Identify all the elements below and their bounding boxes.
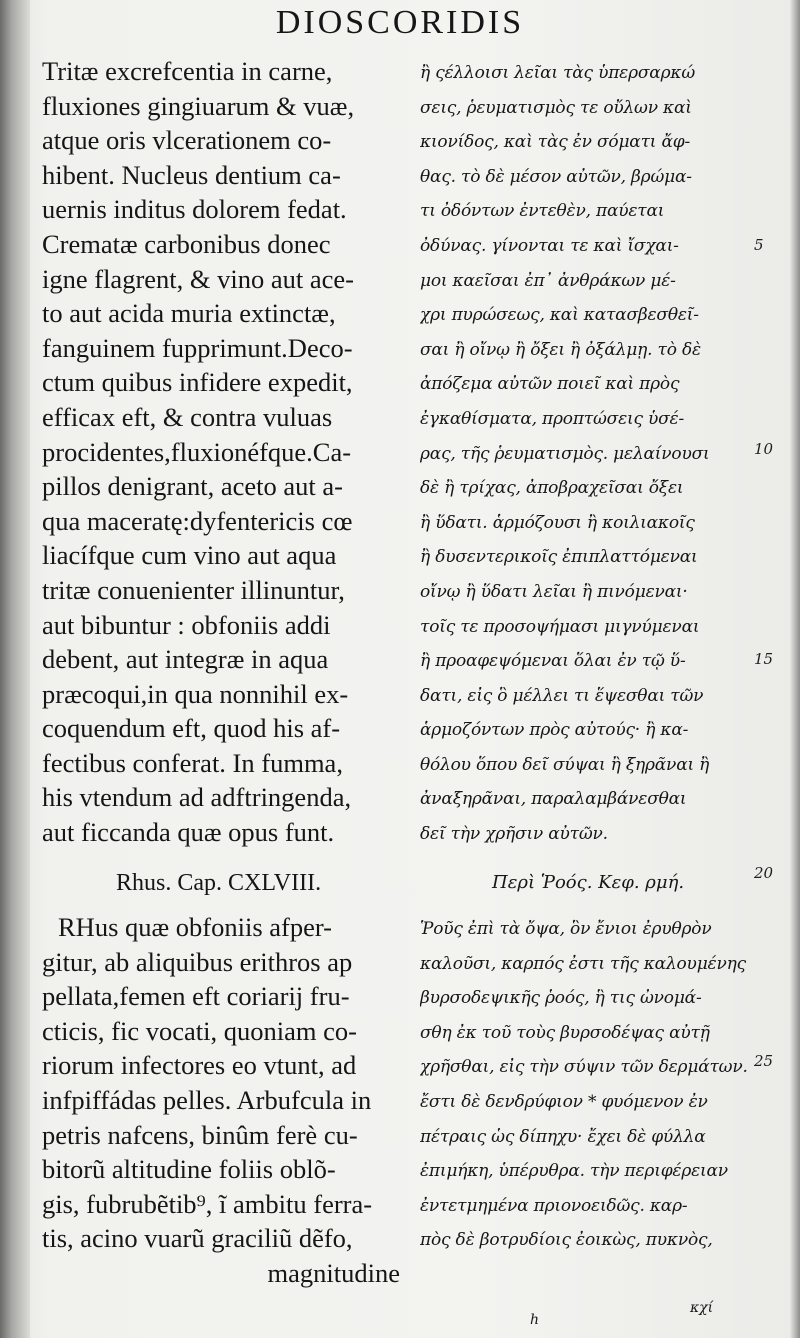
latin-text-line: to aut acida muria extinctæ, [42, 298, 336, 329]
latin-text-line: gitur, ab aliquibus erithros ap [42, 946, 353, 977]
latin-text-line: bitorũ altitudine foliis oblõ- [42, 1154, 336, 1185]
latin-column-rhus [42, 910, 414, 1291]
greek-text-line: τι ὀδόντων ἐντεθὲν, παύεται [420, 201, 665, 222]
greek-text-line: ρας, τῆς ῥευματισμὸς. μελαίνουσι [420, 443, 710, 464]
line-number-10: 10 [754, 440, 774, 458]
latin-column [42, 54, 414, 850]
latin-text-line: Crematæ carbonibus donec [42, 228, 331, 259]
greek-text-line: θόλου ὅπου δεῖ σύψαι ἢ ξηρᾶναι ἢ [420, 754, 710, 775]
latin-text-line: tritæ conuenienter illinuntur, [42, 574, 345, 605]
catchword: κχί [690, 1300, 714, 1316]
greek-text-line: ἐγκαθίσματα, προπτώσεις ὑσέ- [420, 408, 685, 429]
latin-text-line: aut ficcanda quæ opus funt. [42, 817, 335, 848]
greek-text-line: ἔστι δὲ δενδρύφιον * φυόμενον ἐν [420, 1091, 708, 1112]
greek-text-line: ἢ ςέλλοισι λεῖαι τὰς ὑπερσαρκώ [420, 63, 695, 83]
greek-text-line: Ῥοῦς ἐπὶ τὰ ὄψα, ὃν ἔνιοι ἐρυθρὸν [420, 919, 712, 939]
latin-text-line: RHus quæ obfoniis afper- [58, 912, 333, 942]
latin-text-line: fectibus conferat. In fumma, [42, 747, 343, 778]
greek-text-line: δεῖ τὴν χρῆσιν αὐτῶν. [420, 824, 608, 845]
greek-text-line: οἴνῳ ἢ ὕδατι λεῖαι ἢ πινόμεναι· [420, 581, 688, 602]
running-head: DIOSCORIDIS [275, 4, 525, 41]
greek-text-line: βυρσοδεψικῆς ῥοός, ἣ τις ὠνομά- [420, 988, 702, 1009]
book-gutter [0, 0, 30, 1338]
greek-text-line: μοι καεῖσαι ἐπ᾽ ἀνθράκων μέ- [420, 270, 676, 291]
greek-text-line: πέτραις ὡς δίπηχυ· ἔχει δὲ φύλλα [420, 1126, 706, 1147]
latin-text-line: qua maceratę:dyfentericis cœ [42, 505, 353, 536]
greek-text-line: κιονίδος, καὶ τὰς ἐν σόματι ἄφ- [420, 132, 690, 153]
page-edge [790, 0, 800, 1338]
greek-text-line: ἀναξηρᾶναι, παραλαμβάνεσθαι [420, 789, 687, 810]
latin-text-line: efficax eft, & contra vuluas [42, 401, 333, 432]
greek-text-line: δὲ ἢ τρίχας, ἀποβραχεῖσαι ὄξει [420, 478, 684, 499]
latin-text-line: fanguinem fupprimunt.Deco- [42, 332, 353, 363]
latin-text-line: aut bibuntur : obfoniis addi [42, 609, 331, 640]
greek-column-rhus [420, 912, 760, 1258]
greek-text-line: ἁρμοζόντων πρὸς αὐτούς· ἢ κα- [420, 720, 689, 741]
line-number-20: 20 [754, 864, 774, 882]
line-number-15: 15 [754, 650, 774, 668]
greek-text-line: καλοῦσι, καρπός ἐστι τῆς καλουμένης [420, 953, 746, 974]
greek-text-line: τοῖς τε προσοψήμασι μιγνύμεναι [420, 616, 700, 637]
latin-text-line: infpiffádas pelles. Arbufcula in [42, 1084, 372, 1115]
latin-text-line: igne flagrent, & vino aut ace- [42, 263, 354, 294]
greek-text-line: χρι πυρώσεως, καὶ κατασβεσθεῖ- [420, 305, 699, 326]
greek-text-line: θας. τὸ δὲ μέσον αὐτῶν, βρώμα- [420, 166, 692, 187]
signature-mark: h [530, 1312, 540, 1328]
greek-text-line: σαι ἢ οἴνῳ ἢ ὄξει ἢ ὀξάλμῃ. τὸ δὲ [420, 339, 701, 360]
latin-text-line: fluxiones gingiuarum & vuæ, [42, 90, 355, 121]
latin-text-line: gis, fubrubẽtib⁹, ĩ ambitu ferra- [42, 1188, 373, 1219]
line-number-5: 5 [754, 236, 764, 254]
greek-text-line: σεις, ῥευματισμὸς τε οὔλων καὶ [420, 97, 692, 118]
latin-text-line: debent, aut integræ in aqua [42, 644, 329, 675]
latin-text-line: liacífque cum vino aut aqua [42, 540, 337, 571]
latin-text-line: atque oris vlcerationem co- [42, 125, 332, 156]
greek-text-line: ἐπιμήκη, ὑπέρυθρα. τὴν περιφέρειαν [420, 1161, 728, 1182]
chapter-heading-greek: Περὶ Ῥοός. Κεφ. ρμή. [492, 872, 685, 893]
chapter-heading-latin: Rhus. Cap. CXLVIII. [116, 870, 322, 896]
greek-text-line: ἢ ὕδατι. ἁρμόζουσι ἢ κοιλιακοῖς [420, 512, 695, 533]
greek-text-line: ἀπόζεμα αὐτῶν ποιεῖ καὶ πρὸς [420, 374, 680, 395]
greek-column [420, 56, 760, 852]
latin-text-line: hibent. Nucleus dentium ca- [42, 159, 341, 190]
latin-text-line: uernis inditus dolorem fedat. [42, 194, 347, 225]
latin-text-line: procidentes,fluxionéfque.Ca- [42, 436, 352, 467]
greek-text-line: ἢ προαφεψόμεναι ὅλαι ἐν τῷ ὕ- [420, 651, 686, 672]
greek-text-line: πὸς δὲ βοτρυδίοις ἐοικὼς, πυκνὸς, [420, 1230, 713, 1251]
greek-text-line: ὀδύνας. γίνονται τε καὶ ἴσχαι- [420, 235, 679, 256]
line-number-25: 25 [754, 1052, 774, 1070]
greek-text-line: ἢ δυσεντερικοῖς ἐπιπλαττόμεναι [420, 547, 698, 568]
latin-text-line: cticis, fic vocati, quoniam co- [42, 1015, 357, 1046]
latin-text-line: tis, acino vuarũ graciliũ dẽfo, [42, 1223, 353, 1254]
latin-text-line: pellata,femen eft coriarij fru- [42, 981, 350, 1012]
latin-text-line: Tritæ excrefcentia in carne, [42, 56, 333, 86]
latin-text-line: riorum infectores eo vtunt, ad [42, 1050, 357, 1081]
latin-text-line: præcoqui,in qua nonnihil ex- [42, 678, 349, 709]
greek-text-line: δατι, εἰς ὃ μέλλει τι ἕψεσθαι τῶν [420, 685, 704, 706]
greek-text-line: ἐντετμημένα πριονοειδῶς. καρ- [420, 1195, 688, 1216]
latin-text-line: pillos denigrant, aceto aut a- [42, 471, 343, 502]
latin-text-line: magnitudine [267, 1257, 400, 1288]
latin-text-line: coquendum eft, quod his af- [42, 713, 341, 744]
greek-text-line: χρῆσθαι, εἰς τὴν σύψιν τῶν δερμάτων. [420, 1057, 748, 1078]
latin-text-line: petris nafcens, binûm ferè cu- [42, 1119, 358, 1150]
latin-text-line: ctum quibus infidere expedit, [42, 367, 353, 398]
greek-text-line: σθη ἐκ τοῦ τοὺς βυρσοδέψας αὐτῇ [420, 1022, 710, 1043]
latin-text-line: his vtendum ad adftringenda, [42, 782, 352, 813]
